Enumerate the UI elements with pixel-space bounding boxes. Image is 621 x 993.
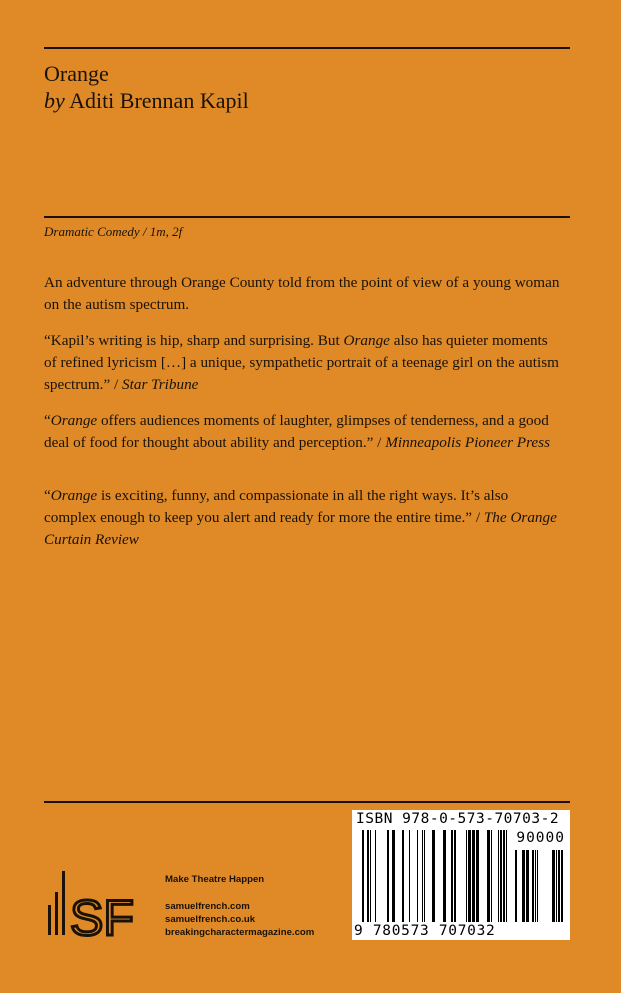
barcode-bar: [535, 850, 536, 922]
quote-2-text: offers audiences moments of laughter, glimpses of tenderness, and a good deal of food for thought about ability and perception.” /: [44, 412, 549, 451]
barcode-bar: [476, 830, 479, 922]
quote-1-text-end: also has quieter moments of refined lyricism […] a unique, sympathetic portrait of a teenage girl on the autism spectrum.” /: [44, 332, 559, 393]
barcode-bar: [424, 830, 425, 922]
title-block: [44, 60, 249, 114]
quote-2-title: Orange: [50, 412, 98, 429]
book-title: Orange: [44, 61, 109, 86]
barcode-bar: [487, 830, 490, 922]
barcode-bar: [522, 850, 525, 922]
quote-2-open: “: [44, 412, 51, 429]
publisher-logo-text: SF: [70, 890, 134, 938]
synopsis: An adventure through Orange County told from the point of view of a young woman on the autism spectrum.: [44, 274, 560, 313]
genre-line: Dramatic Comedy / 1m, 2f: [44, 224, 183, 239]
bottom-rule: [44, 801, 570, 803]
publisher-links: [165, 900, 314, 939]
barcode-bar: [561, 850, 563, 922]
barcode-bar: [532, 850, 534, 922]
isbn-label: ISBN 978-0-573-70703-2: [356, 811, 560, 827]
quote-1-title: Orange: [343, 332, 390, 349]
barcode-bar: [466, 830, 467, 922]
barcode-bar: [491, 830, 492, 922]
link-breakingcharacter[interactable]: breakingcharactermagazine.com: [165, 927, 315, 938]
price-code: 90000: [516, 830, 565, 846]
barcode-bar: [515, 850, 517, 922]
barcode-bar: [367, 830, 369, 922]
barcode-bar: [472, 830, 475, 922]
barcode-bar: [558, 850, 560, 922]
barcode-bars: [362, 830, 512, 922]
quote-3-text: is exciting, funny, and compassionate in all the right ways. It’s also complex enough to keep you alert and ready for more the entire time.” /: [44, 487, 509, 526]
barcode-bar: [537, 850, 538, 922]
link-samuelfrench-co-uk[interactable]: samuelfrench.co.uk: [165, 914, 256, 925]
barcode-bar: [506, 830, 507, 922]
author-line: [44, 87, 249, 114]
barcode-bar: [362, 830, 364, 922]
link-samuelfrench-com[interactable]: samuelfrench.com: [165, 901, 250, 912]
barcode-bar: [500, 830, 502, 922]
publisher-logo-icon: [44, 868, 144, 938]
isbn-barcode: [352, 810, 570, 940]
author-name: Aditi Brennan Kapil: [69, 88, 249, 113]
barcode-bar: [392, 830, 395, 922]
barcode-bar: [432, 830, 435, 922]
barcode-bar: [451, 830, 453, 922]
barcode-bar: [468, 830, 471, 922]
barcode-bar: [454, 830, 456, 922]
genre-rule: [44, 216, 570, 218]
barcode-bar: [387, 830, 389, 922]
barcode-bar: [370, 830, 371, 922]
ean-digits: 9 780573 707032: [354, 923, 496, 939]
barcode-bar: [526, 850, 529, 922]
barcode-bar: [417, 830, 418, 922]
barcode-bar: [552, 850, 555, 922]
publisher-tagline: Make Theatre Happen: [165, 874, 265, 885]
quote-2: [44, 410, 564, 454]
quote-3-source: The Orange Curtain Review: [44, 509, 557, 548]
top-rule: [44, 47, 570, 49]
barcode-bar: [443, 830, 446, 922]
barcode-bar: [375, 830, 376, 922]
quote-1: [44, 330, 564, 396]
barcode-bar: [503, 830, 505, 922]
addon-barcode-bars: [515, 850, 567, 922]
barcode-bar: [422, 830, 423, 922]
barcode-bar: [498, 830, 499, 922]
quote-2-source: Minneapolis Pioneer Press: [385, 434, 550, 451]
quote-1-text: “Kapil’s writing is hip, sharp and surprising. But: [44, 332, 344, 349]
barcode-bar: [409, 830, 410, 922]
barcode-bar: [402, 830, 404, 922]
barcode-bar: [556, 850, 557, 922]
quote-3-open: “: [44, 487, 51, 504]
quote-1-source: Star Tribune: [122, 376, 199, 393]
quote-3: [44, 485, 564, 551]
author-prefix: by: [44, 88, 65, 113]
quote-3-title: Orange: [50, 487, 98, 504]
